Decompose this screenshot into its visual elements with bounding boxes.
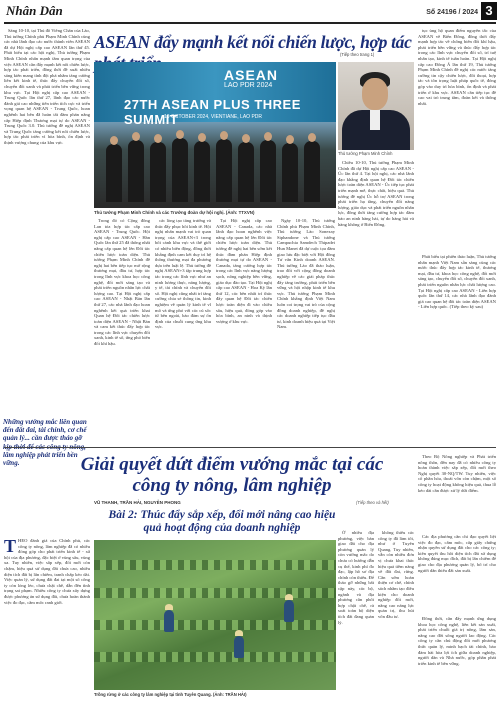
- leader-figure: [194, 141, 210, 202]
- article2-column-1: [4, 538, 90, 700]
- leaders-group: [102, 126, 328, 202]
- article2-column-5: [418, 534, 496, 614]
- leader-figure: [150, 142, 166, 202]
- article2-column-3: [378, 530, 414, 698]
- article1-col1-text: Sáng 10-10, tại Thủ đô Viêng Chăn của Lào, Thủ tướng Chính phủ Phạm Minh Chính cùng các nhà lãnh đạo các nước thành viên ASEAN đã dự Hội nghị cấp cao ASEAN lần thứ 45. Phát biểu tại các hội nghị, Thủ tướng Phạm Minh Chính nhấn mạnh tầm quan trọng của việc ASEAN cần đẩy mạnh kết nối chiến lược, hợp tác phát triển, đồng thời đề xuất nhiều sáng kiến mang tính đột phá nhằm tăng cường liên kết kinh tế, thúc đẩy chuyển đổi số, chuyển đổi xanh và phát triển bền vững trong khu vực. Tại Hội nghị cấp cao ASEAN - Trung Quốc lần thứ 27, lãnh đạo các nước đánh giá cao những tiến triển tích cực và triển vọng quan hệ ASEAN - Trung Quốc, hoan nghênh hai bên đã hoàn tất đàm phán nâng cấp Hiệp định Thương mại tự do ASEAN - Trung Quốc 3.0. Thủ tướng đề nghị ASEAN và Trung Quốc tăng cường kết nối chiến lược, hợp tác phát triển vì hòa bình, ổn định và thịnh vượng chung của khu vực.: [4, 28, 90, 145]
- article2-column-4: [418, 454, 496, 532]
- leader-figure: [260, 140, 276, 202]
- article1-col2-text: Trong đó có Cộng đồng Lan tỏa hợp tác cấp cao ASEAN - Trung Quốc. Hội nghị cấp cao ASEAN - Hàn Quốc lần thứ 25 đã thống nhất nâng cấp quan hệ lên Đối tác chiến lược toàn diện. Thủ tướng Phạm Minh Chính đề nghị hai bên tiếp tục mở rộng thương mại, đầu tư, hợp tác trong lĩnh vực khoa học công nghệ, đổi mới sáng tạo và phát triển nguồn nhân lực chất lượng cao. Tại Hội nghị cấp cao ASEAN - Nhật Bản lần thứ 27, các nhà lãnh đạo hoan nghênh kết quả triển khai Quan hệ Đối tác chiến lược toàn diện ASEAN - Nhật Bản và cam kết thúc đẩy hợp tác trong các lĩnh vực chuyển đổi xanh, kinh tế số, ứng phó biến đổi khí hậu.: [94, 218, 150, 347]
- article1-column-2: [94, 218, 150, 444]
- tree-row: [94, 560, 336, 570]
- article2-col3-text: không thiếu các công ty đã làm tốt, như ở Tuyên Quang. Tuy nhiên, vẫn còn nhiều đơn vị chưa khai thác hiệu quả tiềm năng về đất đai, rừng. Cần sớm hoàn thiện cơ chế, chính sách nhằm tạo điều kiện cho doanh nghiệp đổi mới, nâng cao năng lực quản trị, thu hút vốn đầu tư.: [378, 530, 414, 619]
- tree-row: [94, 620, 336, 630]
- worker-figure: [164, 610, 174, 632]
- leader-figure: [282, 143, 298, 202]
- asean-logo-text: ASEAN: [224, 67, 279, 83]
- article1-headline: ASEAN đẩy mạnh kết nối chiến lược, hợp tác: [94, 32, 412, 52]
- article1-col7-text: tục ủng hộ quan điểm nguyên tắc của ASEAN về Biển Đông, đồng thời đẩy mạnh hợp tác về chống biến đổi khí hậu, phát triển bền vững và thúc đẩy hợp tác trong các lĩnh vực chuyển đổi số, trí tuệ nhân tạo, kinh tế tuần hoàn. Tại Hội nghị cấp cao Đông Á lần thứ 19, Thủ tướng Phạm Minh Chính đề nghị các nước tăng cường tin cậy chiến lược, đối thoại, hợp tác và tôn trọng luật pháp quốc tế, đóng góp vào duy trì hòa bình, ổn định và phát triển ở khu vực. ASEAN cần tiếp tục đề cao vai trò trung tâm, đoàn kết và thống nhất.: [418, 28, 496, 106]
- tree-row: [94, 652, 336, 662]
- leader-figure: [216, 139, 232, 202]
- forestry-photo: [94, 540, 336, 690]
- summit-title-text: 27TH ASEAN PLUS THREE SUMMIT: [124, 97, 301, 127]
- worker-figure: [284, 600, 294, 622]
- article1-column-5: [277, 218, 335, 444]
- article2-subheadline: Bài 2: Thúc đẩy sắp xếp, đổi mới nâng cao hiệu quả hoạt động của doanh nghiệp: [108, 509, 336, 534]
- header-rule: [4, 22, 496, 24]
- lao-pdr-text: LAO PDR 2024: [224, 82, 273, 89]
- article2-column-6: [418, 616, 496, 698]
- leader-figure: [238, 142, 254, 202]
- article2-continued: (Tiếp theo và hết): [356, 500, 389, 505]
- portrait-photo: [338, 62, 414, 150]
- article2-col1-text: HEO đánh giá của Chính phủ, các công ty nông, lâm nghiệp đã có nhiều đóng góp cho phát triển kinh tế - xã hội của địa phương, đặc biệt ở vùng sâu, vùng xa. Tuy nhiên, việc sắp xếp, đổi mới còn chậm, hiệu quả sử dụng đất chưa cao, nhiều diện tích đất bị lấn chiếm, tranh chấp kéo dài. Việc quản lý, sử dụng đất đai tại một số công ty còn lỏng lẻo, chưa chặt chẽ, dẫn đến tình trạng sai phạm. Nhiều công ty chưa xây dựng được phương án sử dụng đất, chưa hoàn thành việc đo đạc, cắm mốc ranh giới.: [4, 538, 90, 605]
- article2-headline: Giải quyết dứt điểm vướng mắc tại các công ty nông, lâm nghiệp: [80, 454, 384, 496]
- forestry-photo-caption: Trồng rừng ở các công ty lâm nghiệp tại tỉnh Tuyên Quang. (Ảnh: TRẦN HẢI): [94, 692, 247, 697]
- page-number: 3: [481, 2, 497, 20]
- article2-column-2: [338, 530, 374, 698]
- leader-figure: [106, 144, 122, 202]
- article1-col5-text: Ngày 10-10, Thủ tướng Chính phủ Phạm Minh Chính, Thủ tướng Lào Sonexay Siphandone và Thủ tướng Campuchia Samdech Thipadei Hun Manet đã dự cuộc tọa đàm giao lưu đặc biệt với Hội đồng Tư vấn Kinh doanh ASEAN. Thủ tướng Lào đã thảo luận, trao đổi với cộng đồng doanh nghiệp về các giải pháp thúc đẩy tăng trưởng, phát triển bền vững và hội nhập kinh tế khu vực. Thủ tướng Phạm Minh Chính khẳng định Việt Nam luôn coi trọng vai trò của cộng đồng doanh nghiệp, đề nghị các doanh nghiệp tiếp tục đầu tư, kinh doanh hiệu quả tại Việt Nam.: [277, 218, 335, 330]
- newspaper-logo: Nhân Dân: [6, 3, 63, 18]
- leader-figure: [304, 141, 320, 202]
- article2-byline: VŨ THANH, TRẦN HẢI, NGUYỄN PHONG: [94, 500, 181, 505]
- leader-figure: [172, 138, 188, 202]
- article1-col3-text: các lòng tạo tăng trưởng và thúc đẩy phục hồi kinh tế. Hội nghị nhấn mạnh vai trò quan trọng của ASEAN+3 trong bối cảnh khu vực và thế giới có nhiều biến động, đồng thời khẳng định cam kết duy trì hệ thống thương mại đa phương dựa trên luật lệ. Thủ tướng đề nghị ASEAN+3 tập trung hợp tác trong các lĩnh vực như an ninh lương thực, năng lượng, y tế, tài chính và chuyển đổi số. Hội nghị cũng nhất trí tăng cường chia sẻ thông tin, kinh nghiệm về quản lý kinh tế vĩ mô và ứng phó với các cú sốc từ bên ngoài, bảo đảm sự ổn định của chuỗi cung ứng khu vực.: [155, 218, 211, 330]
- worker-figure: [234, 636, 244, 658]
- article1-continued: (Tiếp theo trang 1): [340, 52, 375, 57]
- article1-column-8: [418, 254, 496, 444]
- article1-col8-text: Phát biểu tại phiên thảo luận, Thủ tướng nhấn mạnh Việt Nam sẵn sàng cùng các nước thúc đẩy hợp tác kinh tế, thương mại, đầu tư, khoa học công nghệ, đổi mới sáng tạo, chuyển đổi số, chuyển đổi xanh, phát triển nguồn nhân lực chất lượng cao. Tại Hội nghị cấp cao ASEAN - Liên hợp quốc lần thứ 14, các nhà lãnh đạo đánh giá cao quan hệ đối tác toàn diện ASEAN - Liên hợp quốc. (Tiếp theo kỳ sau): [418, 254, 496, 310]
- article1-col4-text: Tại Hội nghị cấp cao ASEAN - Canada, các nhà lãnh đạo hoan nghênh việc nâng cấp quan hệ lên Đối tác chiến lược toàn diện. Thủ tướng đề nghị hai bên sớm kết thúc đàm phán Hiệp định thương mại tự do ASEAN - Canada, tăng cường hợp tác trong các lĩnh vực năng lượng sạch, nông nghiệp bền vững, giáo dục đào tạo. Tại Hội nghị cấp cao ASEAN - Hoa Kỳ lần thứ 12, các bên nhất trí thúc đẩy quan hệ Đối tác chiến lược toàn diện đi vào chiều sâu, hiệu quả, đóng góp vào hòa bình, an ninh và thịnh vượng ở khu vực.: [216, 218, 272, 324]
- article2-col5-text: Các địa phương cần chỉ đạo quyết liệt việc đo đạc, cắm mốc, cấp giấy chứng nhận quyền sử dụng đất cho các công ty; kiên quyết thu hồi diện tích đất sử dụng không đúng mục đích, đất bị lấn chiếm để giao cho địa phương quản lý, bố trí cho người dân thiếu đất sản xuất.: [418, 534, 496, 573]
- article1-column-4: [216, 218, 272, 444]
- portrait-face: [362, 78, 388, 110]
- summit-photo: [94, 62, 336, 208]
- article1-col6-text: Chiều 10-10, Thủ tướng Phạm Minh Chính đã dự Hội nghị cấp cao ASEAN - Úc lần thứ 4. Tại hội nghị, các nhà lãnh đạo khẳng định quan hệ Đối tác chiến lược toàn diện ASEAN - Úc tiếp tục phát triển mạnh mẽ, thực chất, hiệu quả. Thủ tướng đề nghị Úc hỗ trợ ASEAN trong phát triển hạ tầng, chuyển đổi năng lượng, giáo dục và phát triển nguồn nhân lực, đồng thời tăng cường hợp tác đảm bảo an ninh hàng hải, tự do hàng hải và hàng không ở Biển Đông.: [338, 160, 414, 227]
- summit-date-text: 10 OCTOBER 2024, VIENTIANE, LAO PDR: [164, 114, 262, 120]
- article2-col2-text: Ở nhiều địa phương, việc bàn giao đất cho địa phương quản lý còn vướng mắc do chưa có hướng dẫn cụ thể, kinh phí đo đạc, lập hồ sơ địa chính còn thiếu. Để tháo gỡ những bất cập này, các bộ, ngành và địa phương cần phối hợp chặt chẽ, rà soát toàn bộ diện tích đất đang quản lý.: [338, 530, 374, 625]
- article1-column-7: [418, 28, 496, 250]
- pull-quote: Những vướng mắc liên quan đến đất đai, tài chính, cơ chế quản lý... cần được tháo gỡ lâm nghiệp phát triển bền vững.: [3, 418, 87, 468]
- page-header: [0, 0, 500, 26]
- article1-column-1: [4, 28, 90, 414]
- section-divider: [4, 447, 496, 448]
- article1-column-3: [155, 218, 211, 444]
- portrait-shirt: [370, 110, 380, 130]
- article2-col6-text: Đồng thời, cần đẩy mạnh ứng dụng khoa học công nghệ, liên kết sản xuất, phát triển chuỗi giá trị nông, lâm sản, nâng cao đời sống người lao động. Các công ty cần chủ động đổi mới phương thức quản lý, minh bạch tài chính, bảo đảm hài hòa lợi ích giữa doanh nghiệp, người dân và Nhà nước, góp phần phát triển kinh tế bền vững.: [418, 616, 496, 666]
- leader-figure: [128, 140, 144, 202]
- tree-row: [94, 588, 336, 598]
- issue-number: Số 24196 / 2024: [426, 9, 478, 16]
- article2-col4-text: Theo Bộ Nông nghiệp và Phát triển nông thôn, đến nay đã có nhiều công ty hoàn thành việc sắp xếp, đổi mới theo Nghị quyết 30-NQ/TW. Tuy nhiên, việc cổ phần hóa, thoái vốn còn chậm, một số công ty hoạt động không hiệu quả, thua lỗ kéo dài cần được xử lý dứt điểm.: [418, 454, 496, 493]
- article1-column-6: [338, 160, 414, 444]
- portrait-caption: Thủ tướng Phạm Minh Chính: [338, 151, 393, 156]
- summit-photo-caption: Thủ tướng Phạm Minh Chính và các Trưởng đoàn dự hội nghị. (Ảnh: TTXVN): [94, 210, 255, 215]
- drop-cap: T: [4, 538, 17, 556]
